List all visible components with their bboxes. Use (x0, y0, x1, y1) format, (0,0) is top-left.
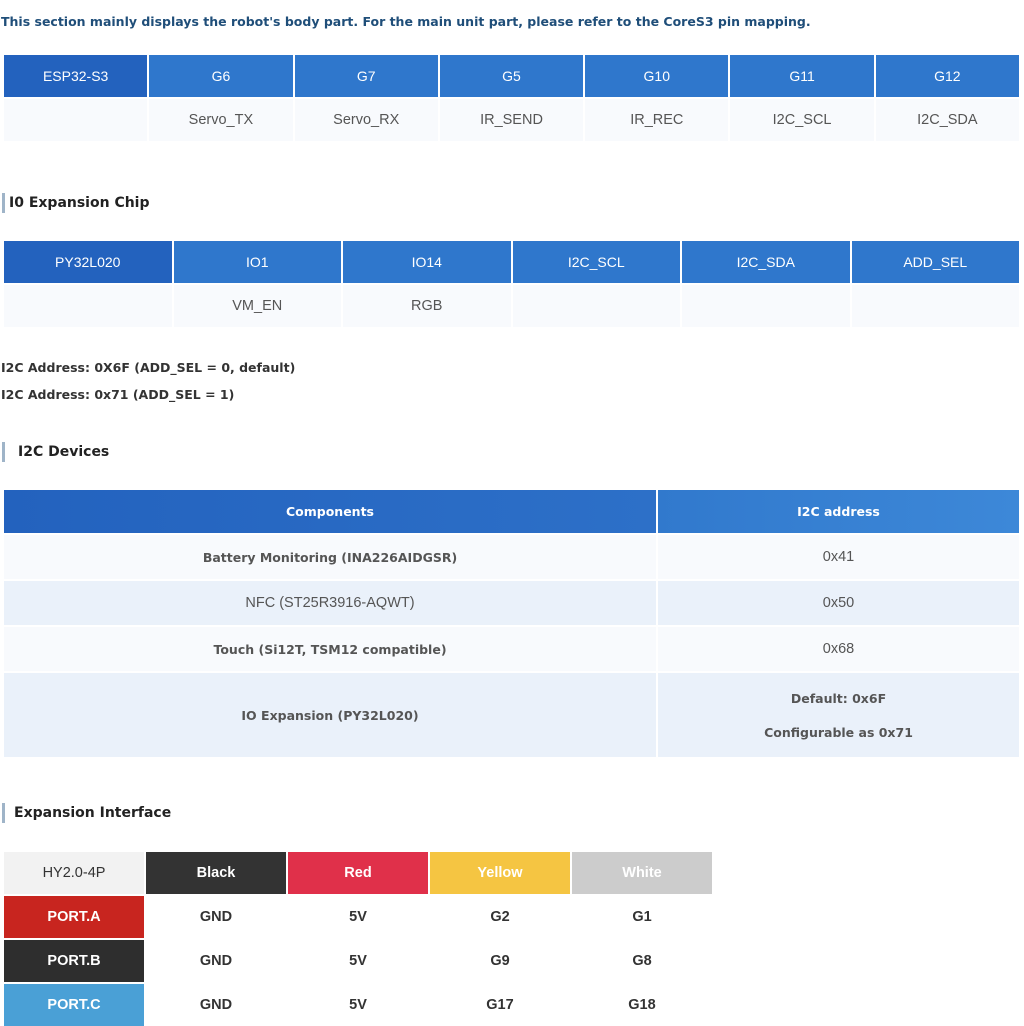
io-header: IO14 (343, 241, 511, 283)
i2c-address-default: I2C Address: 0X6F (ADD_SEL = 0, default) (1, 360, 296, 375)
port-a-label: PORT.A (4, 896, 144, 938)
port-cell: 5V (288, 940, 428, 982)
pin-value: I2C_SCL (730, 99, 873, 141)
port-c-label: PORT.C (4, 984, 144, 1026)
port-cell: G18 (572, 984, 712, 1026)
io-expansion-title: I0 Expansion Chip (2, 193, 150, 213)
pin-mapping-table (4, 55, 1019, 141)
io-header: I2C_SCL (513, 241, 681, 283)
port-cell: G2 (430, 896, 570, 938)
pin-header: G6 (149, 55, 292, 97)
pin-value (4, 99, 147, 141)
address-cell-multi (658, 673, 1019, 757)
expansion-interface-title: Expansion Interface (2, 803, 171, 823)
address-config-text: Configurable as 0x71 (764, 724, 913, 740)
pin-value: IR_SEND (440, 99, 583, 141)
i2c-devices-title: I2C Devices (2, 442, 109, 462)
components-header: Components (4, 490, 656, 533)
component-cell: IO Expansion (PY32L020) (4, 673, 656, 757)
pin-header: G10 (585, 55, 728, 97)
component-cell: NFC (ST25R3916-AQWT) (4, 581, 656, 625)
i2c-devices-table (4, 490, 1019, 757)
pin-header: G7 (295, 55, 438, 97)
port-cell: G17 (430, 984, 570, 1026)
io-header: I2C_SDA (682, 241, 850, 283)
io-header-chip: PY32L020 (4, 241, 172, 283)
address-default-text: Default: 0x6F (790, 690, 887, 706)
pin-header-chip: ESP32-S3 (4, 55, 147, 97)
port-cell: GND (146, 984, 286, 1026)
pin-value: Servo_TX (149, 99, 292, 141)
wire-yellow-header: Yellow (430, 852, 570, 894)
io-header: IO1 (174, 241, 342, 283)
connector-header: HY2.0-4P (4, 852, 144, 894)
io-value: RGB (343, 285, 511, 327)
port-cell: G1 (572, 896, 712, 938)
pin-value: Servo_RX (295, 99, 438, 141)
wire-black-header: Black (146, 852, 286, 894)
component-cell: Battery Monitoring (INA226AIDGSR) (4, 535, 656, 579)
port-b-label: PORT.B (4, 940, 144, 982)
port-cell: G8 (572, 940, 712, 982)
address-cell: 0x41 (658, 535, 1019, 579)
io-value (4, 285, 172, 327)
address-cell: 0x50 (658, 581, 1019, 625)
io-value: VM_EN (174, 285, 342, 327)
intro-text: This section mainly displays the robot's body part. For the main unit part, please refer to the CoreS3 pin mapping. (1, 14, 811, 29)
pin-value: IR_REC (585, 99, 728, 141)
io-value (852, 285, 1020, 327)
address-header: I2C address (658, 490, 1019, 533)
port-cell: 5V (288, 984, 428, 1026)
port-cell: GND (146, 896, 286, 938)
wire-red-header: Red (288, 852, 428, 894)
io-header: ADD_SEL (852, 241, 1020, 283)
io-value (682, 285, 850, 327)
io-value (513, 285, 681, 327)
wire-white-header: White (572, 852, 712, 894)
expansion-interface-table (4, 852, 712, 1026)
port-cell: 5V (288, 896, 428, 938)
component-cell: Touch (Si12T, TSM12 compatible) (4, 627, 656, 671)
port-cell: G9 (430, 940, 570, 982)
i2c-address-alt: I2C Address: 0x71 (ADD_SEL = 1) (1, 387, 235, 402)
port-cell: GND (146, 940, 286, 982)
io-expansion-table (4, 241, 1019, 327)
pin-header: G12 (876, 55, 1019, 97)
address-cell: 0x68 (658, 627, 1019, 671)
pin-header: G11 (730, 55, 873, 97)
pin-value: I2C_SDA (876, 99, 1019, 141)
pin-header: G5 (440, 55, 583, 97)
